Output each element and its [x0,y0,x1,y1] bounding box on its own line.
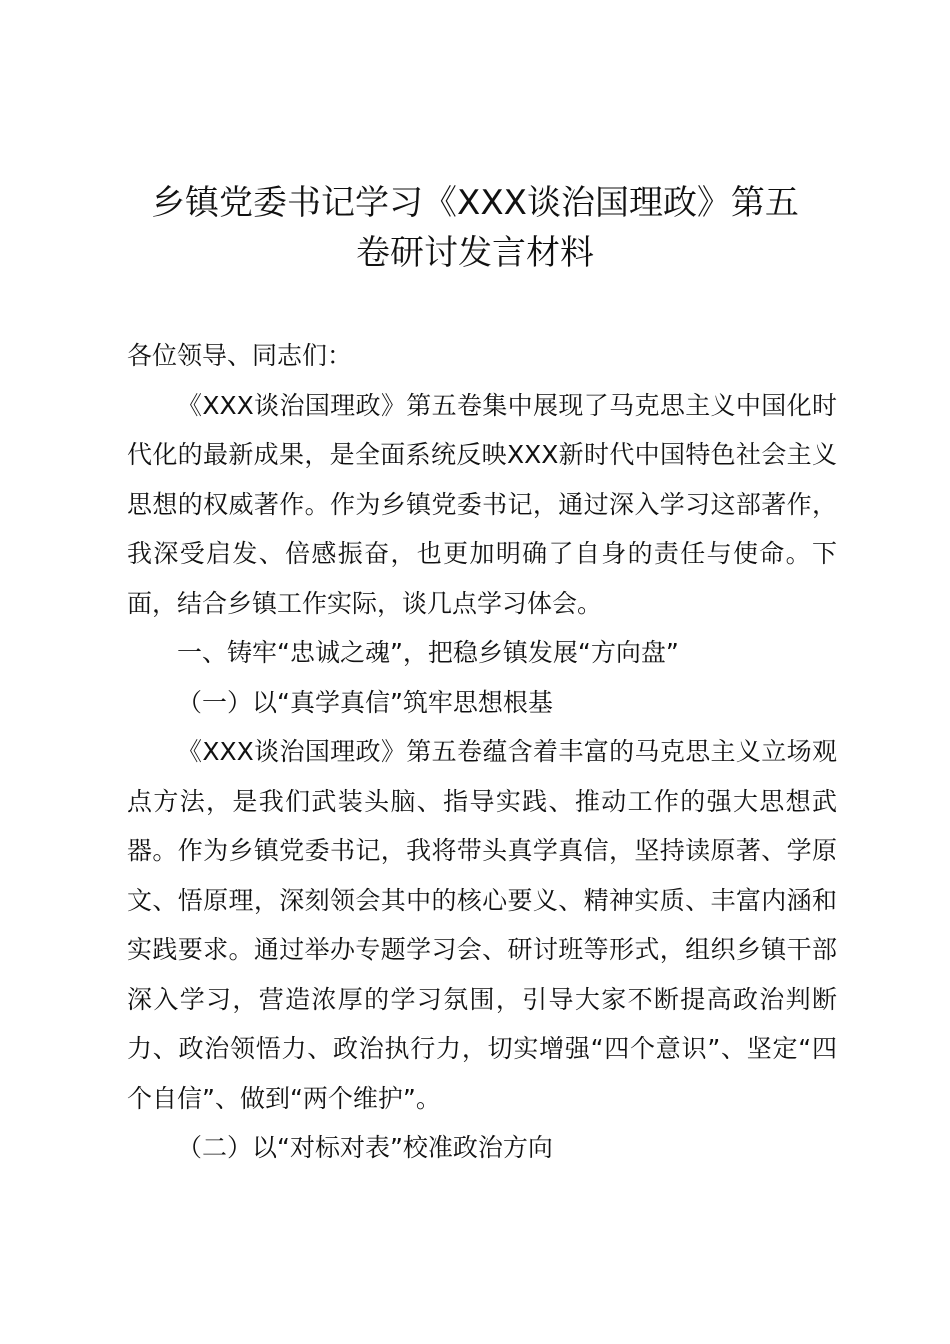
section-heading-1: 一、铸牢“忠诚之魂”，把稳乡镇发展“方向盘” [177,638,679,667]
document-title [120,178,830,278]
title-line-1: 乡镇党委书记学习《XXX谈治国理政》第五 [151,183,799,223]
subsection-heading-2: （二）以“对标对表”校准政治方向 [177,1133,553,1162]
subsection-heading-1: （一）以“真学真信”筑牢思想根基 [177,687,553,717]
body-paragraph: 《XXX谈治国理政》第五卷蕴含着丰富的马克思主义立场观点方法，是我们武装头脑、指导实践、推动工作的强大思想武器。作为乡镇党委书记，我将带头真学真信，坚持读原著、学原文、悟原理，深刻领会其中的核心要义、精神实质、丰富内涵和实践要求。通过举办专题学习会、研讨班等形式，组织乡镇干部深入学习，营造浓厚的学习氛围，引导大家不断提高政治判断力、政治领悟力、政治执行力，切实增强“四个意识”、坚定“四个自信”、做到“两个维护”。 [127,737,837,1113]
salutation: 各位领导、同志们： [127,341,353,370]
document-body [127,331,837,1173]
intro-paragraph: 《XXX谈治国理政》第五卷集中展现了马克思主义中国化时代化的最新成果，是全面系统反映XXX新时代中国特色社会主义思想的权威著作。作为乡镇党委书记，通过深入学习这部著作，我深受启发、倍感振奋，也更加明确了自身的责任与使命。下面，结合乡镇工作实际，谈几点学习体会。 [127,390,837,618]
title-line-2: 卷研讨发言材料 [356,233,594,273]
